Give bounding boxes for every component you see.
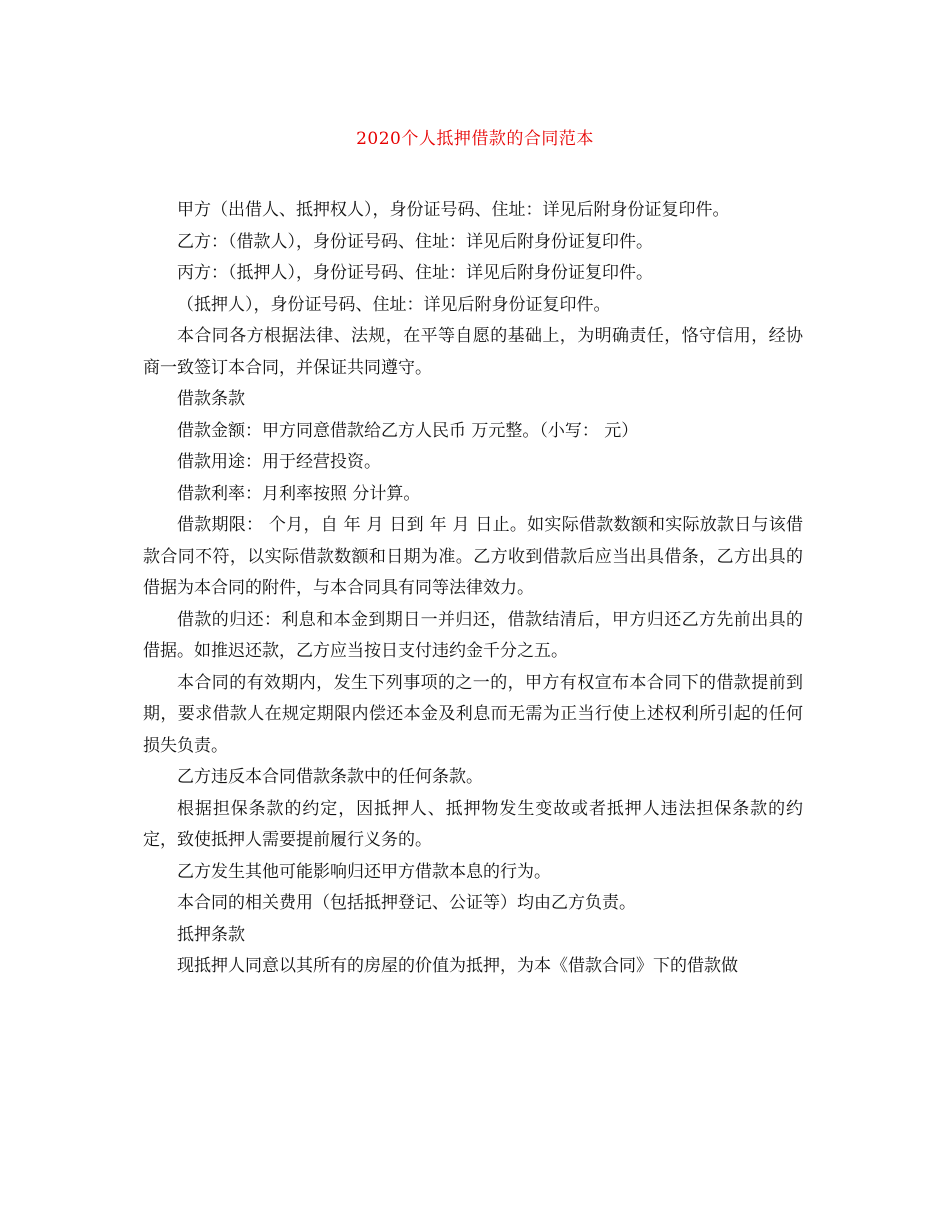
- paragraph-fees: 本合同的相关费用（包括抵押登记、公证等）均由乙方负责。: [177, 893, 636, 913]
- paragraph-mortgagor: （抵押人），身份证号码、住址：详见后附身份证复印件。: [177, 294, 611, 315]
- paragraph-mortgage-start: 现抵押人同意以其所有的房屋的价值为抵押，为本《借款合同》下的借款做: [177, 956, 738, 976]
- heading-mortgage-terms: 抵押条款: [177, 924, 245, 945]
- paragraph-repayment: 借款的归还：利息和本金到期日一并归还，借款结清后，甲方归还乙方先前出具的借据。如推迟还款，乙方应当按日支付违约金千分之五。: [143, 609, 803, 661]
- paragraph-preamble: 本合同各方根据法律、法规，在平等自愿的基础上，为明确责任，恪守信用，经协商一致签订本合同，并保证共同遵守。: [143, 326, 803, 378]
- paragraph-party-a: 甲方（出借人、抵押权人），身份证号码、住址：详见后附身份证复印件。: [177, 200, 730, 220]
- paragraph-guarantee-event: 根据担保条款的约定，因抵押人、抵押物发生变故或者抵押人违法担保条款的约定，致使抵押人需要提前履行义务的。: [143, 798, 803, 850]
- heading-loan-terms: 借款条款: [177, 389, 245, 409]
- paragraph-party-c: 丙方：（抵押人），身份证号码、住址：详见后附身份证复印件。: [177, 263, 653, 283]
- document-body: [143, 195, 803, 983]
- paragraph-acceleration: 本合同的有效期内，发生下列事项的之一的，甲方有权宣布本合同下的借款提前到期，要求借款人在规定期限内偿还本金及利息而无需为正当行使上述权利所引起的任何损失负责。: [143, 672, 803, 756]
- paragraph-interest-rate: 借款利率：月利率按照 分计算。: [177, 483, 421, 504]
- paragraph-loan-amount: 借款金额：甲方同意借款给乙方人民币 万元整。（小写： 元）: [177, 420, 639, 441]
- paragraph-party-b: 乙方：（借款人），身份证号码、住址：详见后附身份证复印件。: [177, 231, 653, 252]
- document-title: 2020个人抵押借款的合同范本: [356, 129, 594, 149]
- paragraph-loan-term: 借款期限： 个月，自 年 月 日到 年 月 日止。如实际借款数额和实际放款日与该借款合同不符，以实际借款数额和日期为准。乙方收到借款后应当出具借条，乙方出具的借据为本合同的附件，与本合同具有同等法律效力。: [143, 515, 803, 598]
- paragraph-loan-purpose: 借款用途：用于经营投资。: [177, 452, 381, 472]
- paragraph-breach-terms: 乙方违反本合同借款条款中的任何条款。: [177, 767, 483, 787]
- paragraph-other-behavior: 乙方发生其他可能影响归还甲方借款本息的行为。: [177, 861, 551, 882]
